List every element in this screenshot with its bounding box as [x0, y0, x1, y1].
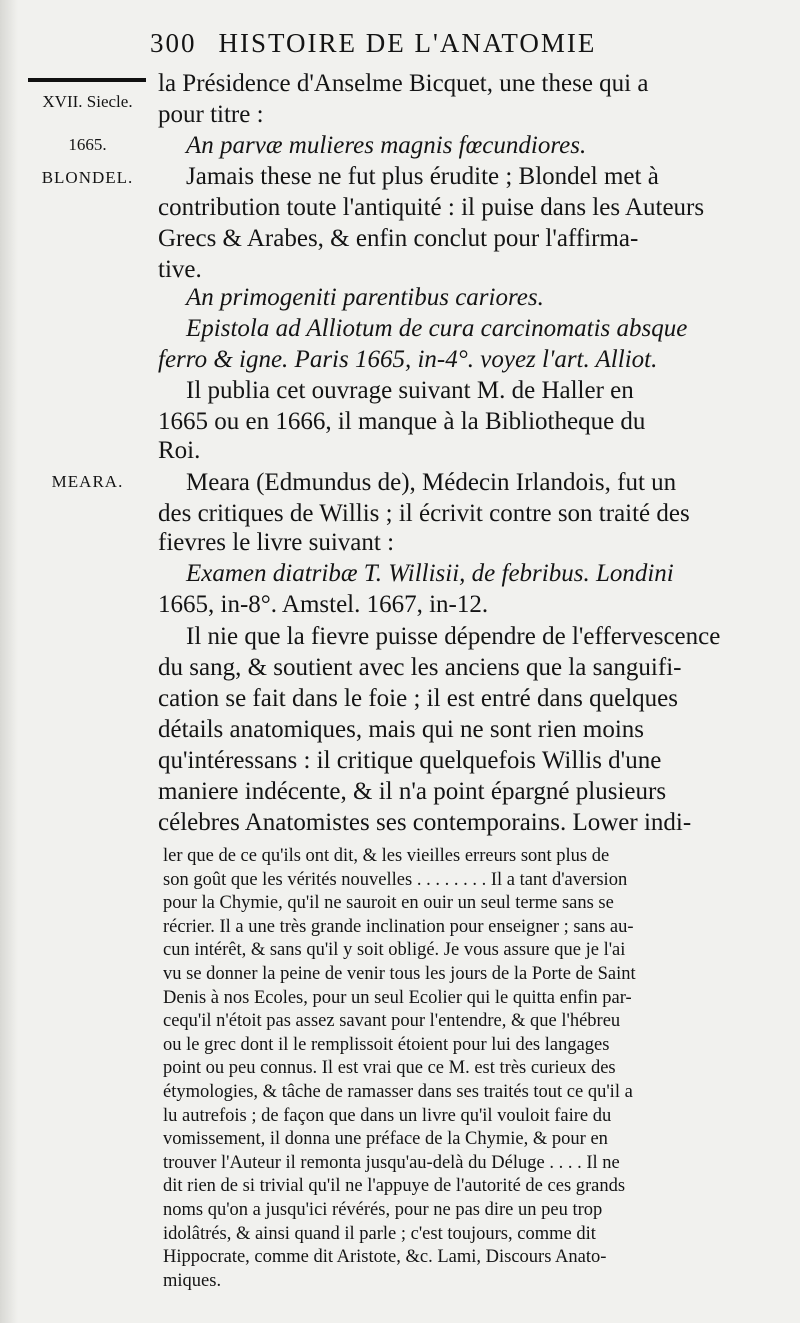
text-line: Meara (Edmundus de), Médecin Irlandois, fut un [186, 469, 677, 496]
footnote-line: vu se donner la peine de venir tous les jours de la Porte de Saint [163, 964, 636, 984]
text-line: maniere indécente, & il n'a point épargné plusieurs [158, 778, 667, 805]
running-title: HISTOIRE DE L'ANATOMIE [218, 28, 597, 58]
margin-name-blondel: BLONDEL. [41, 168, 134, 187]
thesis-title: An primogeniti parentibus cariores. [186, 284, 544, 311]
text-line: du sang, & soutient avec les anciens que la sanguifi- [158, 654, 682, 681]
footnote-line: ou le grec dont il le remplissoit étoient pour lui des langages [163, 1034, 610, 1055]
text-line: Grecs & Arabes, & enfin conclut pour l'affirma- [158, 225, 639, 252]
footnote-line: vomissement, il donna une préface de la Chymie, & pour en [163, 1129, 608, 1150]
text-line: célebres Anatomistes ses contemporains. Lower indi- [158, 809, 692, 836]
running-header [150, 28, 670, 59]
text-line: Roi. [158, 437, 201, 464]
margin-century: XVII. Siecle. [42, 92, 133, 111]
text-line: la Présidence d'Anselme Bicquet, une these qui a [158, 70, 649, 97]
footnote-line: ler que de ce qu'ils ont dit, & les vieilles erreurs sont plus de [163, 846, 610, 866]
footnote-line: point ou peu connus. Il est vrai que ce M. est très curieux des [163, 1058, 616, 1079]
footnote-line: miques. [163, 1270, 222, 1291]
footnote-line: son goût que les vérités nouvelles . . . . . . . . Il a tant d'aversion [163, 869, 628, 890]
margin-name-meara: MEARA. [51, 472, 124, 491]
text-line: contribution toute l'antiquité : il puise dans les Auteurs [158, 194, 705, 221]
page-number: 300 [150, 28, 197, 58]
text-line: fievres le livre suivant : [158, 529, 395, 556]
footnote-line: cequ'il n'étoit pas assez savant pour l'entendre, & que l'hébreu [163, 1011, 621, 1032]
text-line: des critiques de Willis ; il écrivit contre son traité des [158, 500, 690, 527]
footnote-line: Denis à nos Ecoles, pour un seul Ecolier qui le quitta enfin par- [163, 987, 632, 1008]
footnote-line: étymologies, & tâche de ramasser dans ses traités tout ce qu'il a [163, 1082, 633, 1102]
text-line: tive. [158, 256, 202, 283]
text-line: Il nie que la fievre puisse dépendre de l'effervescence [186, 623, 721, 650]
thesis-title: An parvæ mulieres magnis fœcundiores. [186, 132, 587, 159]
text-line: Il publia cet ouvrage suivant M. de Haller en [186, 377, 634, 404]
margin-rule [28, 78, 146, 82]
footnote-line: lu autrefois ; de façon que dans un livre qu'il vouloit faire du [163, 1105, 612, 1126]
text-line: 1665 ou en 1666, il manque à la Bibliotheque du [158, 408, 646, 435]
text-line: détails anatomiques, mais qui ne sont rien moins [158, 716, 645, 743]
text-line: cation se fait dans le foie ; il est entré dans quelques [158, 685, 678, 712]
footnote-line: trouver l'Auteur il remonta jusqu'au-delà du Déluge . . . . Il ne [163, 1152, 620, 1173]
page-edge-shadow [0, 0, 18, 1323]
margin-year: 1665. [68, 135, 107, 154]
footnote-line: pour la Chymie, qu'il ne sauroit en ouir un seul terme sans se [163, 893, 614, 914]
text-line: 1665, in-8°. Amstel. 1667, in-12. [158, 591, 489, 618]
text-line: Jamais these ne fut plus érudite ; Blondel met à [186, 163, 659, 190]
work-title: Epistola ad Alliotum de cura carcinomatis absque [186, 315, 688, 342]
text-line: qu'intéressans : il critique quelquefois Willis d'une [158, 747, 662, 774]
text-line: pour titre : [158, 101, 264, 128]
footnote-line: Hippocrate, comme dit Aristote, &c. Lami, Discours Anato- [163, 1247, 607, 1268]
work-title-continued: ferro & igne. Paris 1665, in-4°. voyez l'art. Alliot. [158, 346, 658, 373]
footnote-line: noms qu'on a jusqu'ici révérés, pour ne pas dire un peu trop [163, 1200, 603, 1220]
footnote-line: cun intérêt, & sans qu'il y soit obligé. Je vous assure que je l'ai [163, 940, 626, 961]
footnote-line: dit rien de si trivial qu'il ne l'appuye de l'autorité de ces grands [163, 1176, 626, 1197]
footnote-line: idolâtrés, & ainsi quand il parle ; c'est toujours, comme dit [163, 1223, 596, 1244]
footnote-line: récrier. Il a une très grande inclination pour enseigner ; sans au- [163, 916, 634, 937]
work-title: Examen diatribæ T. Willisii, de febribus. Londini [186, 560, 674, 587]
